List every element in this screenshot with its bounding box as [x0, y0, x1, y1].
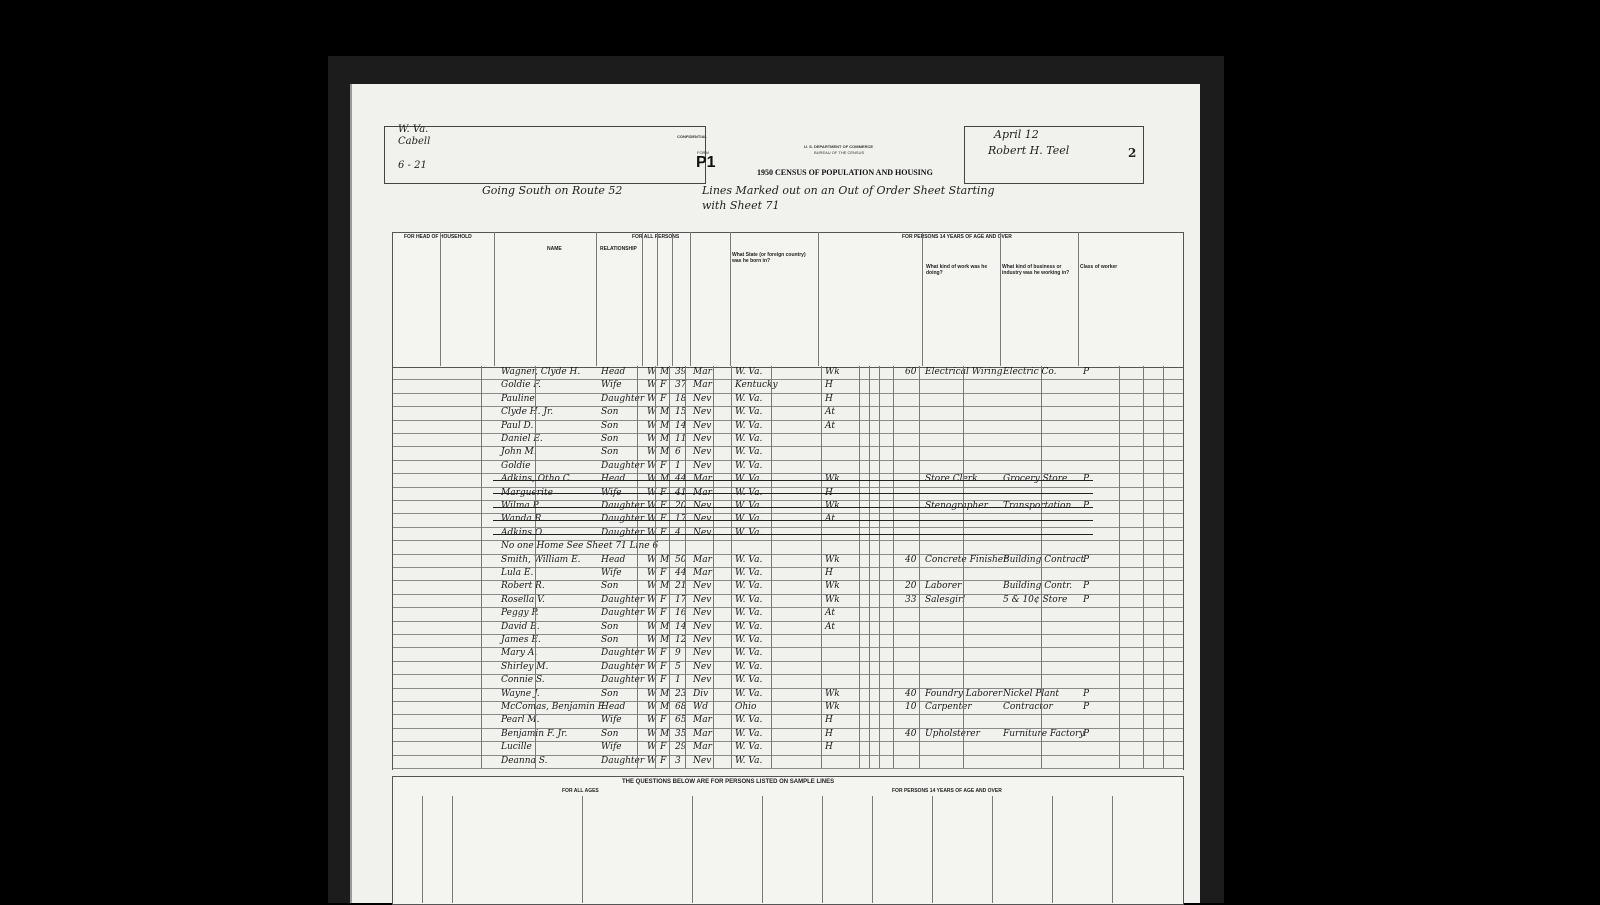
table-row: [393, 366, 1183, 380]
marital-status-cell: Nev: [693, 621, 712, 632]
table-row: [393, 607, 1183, 621]
note-line-1: Going South on Route 52: [482, 184, 623, 197]
industry-cell: Furniture Factory: [1003, 728, 1085, 739]
work-status-cell: Wk: [825, 594, 840, 605]
person-name-cell: James E.: [501, 635, 541, 645]
table-row: [393, 580, 1183, 594]
household-section-head: FOR HEAD OF HOUSEHOLD: [404, 234, 472, 240]
work-status-cell: H: [825, 380, 833, 391]
birthplace-cell: W. Va.: [735, 447, 763, 458]
occupation-cell: Upholsterer: [925, 728, 980, 739]
census-rows: [392, 366, 1184, 770]
industry-cell: Building Contr.: [1003, 581, 1073, 592]
industry-cell: Building Contract: [1003, 554, 1085, 565]
table-row: [393, 674, 1183, 688]
age-cell: 15: [675, 407, 687, 418]
race-cell: W: [647, 393, 657, 404]
hours-worked-cell: 40: [905, 688, 917, 699]
person-name-cell: Wagner, Clyde H.: [501, 367, 581, 377]
class-of-worker-cell: P: [1083, 728, 1090, 739]
work-status-cell: H: [825, 568, 833, 578]
relationship-cell: Son: [601, 420, 619, 431]
marital-status-cell: Nev: [693, 393, 712, 404]
age-cell: 50: [675, 554, 687, 565]
marital-status-cell: Mar: [693, 728, 712, 739]
table-row: [393, 594, 1183, 608]
hours-worked-cell: 10: [905, 702, 917, 712]
sex-cell: M: [660, 635, 670, 645]
person-name-cell: Goldie: [501, 460, 531, 471]
person-name-cell: Smith, William E.: [501, 554, 581, 565]
person-name-cell: Shirley M.: [501, 661, 549, 672]
work-status-cell: H: [825, 393, 833, 404]
marital-status-cell: Nev: [693, 608, 712, 619]
birthplace-cell: W. Va.: [735, 608, 763, 619]
race-cell: W: [647, 755, 657, 766]
state-value: W. Va.: [398, 124, 429, 135]
age-cell: 39: [675, 367, 687, 377]
sex-cell: F: [660, 648, 667, 659]
relationship-cell: Son: [601, 581, 619, 592]
column-rule: [869, 366, 870, 768]
birthplace-cell: W. Va.: [735, 742, 763, 753]
race-cell: W: [647, 420, 657, 431]
sex-cell: F: [660, 460, 667, 471]
date-value: April 12: [994, 128, 1039, 141]
bottom-all-ages-head: FOR ALL AGES: [562, 788, 599, 794]
hours-worked-cell: 40: [905, 554, 917, 565]
relationship-cell: Wife: [601, 568, 622, 578]
table-row: [393, 420, 1183, 434]
birthplace-cell: W. Va.: [735, 460, 763, 471]
table-row: [393, 379, 1183, 393]
column-rule: [1143, 366, 1144, 768]
sheet-number: 2: [1128, 146, 1137, 160]
relationship-cell: Daughter: [601, 594, 645, 605]
relationship-cell: Daughter: [601, 661, 645, 672]
age-cell: 35: [675, 728, 687, 739]
age-cell: 21: [675, 581, 687, 592]
marital-status-cell: Nev: [693, 661, 712, 672]
birthplace-cell: W. Va.: [735, 434, 763, 444]
column-rule: [637, 366, 638, 768]
sex-cell: F: [660, 594, 667, 605]
industry-cell: Nickel Plant: [1003, 688, 1060, 699]
person-name-cell: Wayne J.: [501, 688, 540, 699]
strikeout-line: [493, 520, 1093, 521]
hours-worked-cell: 60: [905, 367, 917, 377]
note-line-2: Lines Marked out on an Out of Order Sheet Starting: [702, 184, 995, 197]
enumerator-value: Robert H. Teel: [988, 144, 1070, 157]
table-row: [393, 393, 1183, 407]
relationship-cell: Son: [601, 434, 619, 444]
bottom-age14-head: FOR PERSONS 14 YEARS OF AGE AND OVER: [892, 788, 1002, 794]
table-row: [393, 634, 1183, 648]
column-rule: [1119, 366, 1120, 768]
class-of-worker-cell: P: [1083, 702, 1090, 712]
class-of-worker-cell: P: [1083, 367, 1090, 377]
person-name-cell: Paul D.: [501, 420, 534, 431]
person-name-cell: Pauline: [501, 393, 535, 404]
age-cell: 14: [675, 621, 687, 632]
race-cell: W: [647, 635, 657, 645]
column-rule: [859, 366, 860, 768]
age-cell: 18: [675, 393, 687, 404]
table-row: [393, 661, 1183, 675]
marital-status-cell: Mar: [693, 742, 712, 753]
age-cell: 16: [675, 608, 687, 619]
sex-cell: M: [660, 621, 670, 632]
occupation-cell: Salesgirl: [925, 594, 966, 605]
person-name-cell: Rosella V.: [501, 594, 545, 605]
relationship-cell: Head: [601, 554, 626, 565]
sex-cell: F: [660, 675, 667, 686]
age-cell: 1: [675, 675, 681, 686]
birthplace-cell: W. Va.: [735, 393, 763, 404]
work-status-cell: Wk: [825, 688, 840, 699]
work-status-cell: Wk: [825, 581, 840, 592]
work-status-cell: At: [825, 407, 835, 418]
birthplace-cell: W. Va.: [735, 594, 763, 605]
birthplace-cell: W. Va.: [735, 635, 763, 645]
race-cell: W: [647, 407, 657, 418]
work-status-cell: H: [825, 715, 833, 726]
age-cell: 23: [675, 688, 687, 699]
race-cell: W: [647, 447, 657, 458]
table-row: [393, 714, 1183, 728]
work-status-cell: H: [825, 742, 833, 753]
person-name-cell: Connie S.: [501, 675, 545, 686]
sex-cell: F: [660, 715, 667, 726]
race-cell: W: [647, 434, 657, 444]
birthplace-cell: W. Va.: [735, 554, 763, 565]
race-cell: W: [647, 554, 657, 565]
column-rule: [879, 366, 880, 768]
relationship-cell: Son: [601, 407, 619, 418]
industry-cell: Electric Co.: [1003, 367, 1057, 377]
relationship-cell: Wife: [601, 380, 622, 391]
form-code: P1: [696, 154, 716, 171]
strikeout-line: [493, 507, 1093, 508]
marital-status-cell: Nev: [693, 755, 712, 766]
relationship-cell: Head: [601, 702, 626, 712]
column-rule: [1041, 366, 1042, 768]
relationship-cell: Daughter: [601, 648, 645, 659]
column-rule: [963, 366, 964, 768]
birthplace-col-head: What State (or foreign country) was he born in?: [732, 252, 806, 264]
class-of-worker-cell: P: [1083, 554, 1090, 565]
race-cell: W: [647, 702, 657, 712]
relationship-cell: Son: [601, 688, 619, 699]
race-cell: W: [647, 621, 657, 632]
sex-cell: F: [660, 661, 667, 672]
sex-cell: M: [660, 728, 670, 739]
age14-section-head: FOR PERSONS 14 YEARS OF AGE AND OVER: [902, 234, 1012, 240]
relationship-cell: Daughter: [601, 393, 645, 404]
department-label: U. S. DEPARTMENT OF COMMERCE: [804, 144, 874, 149]
marital-status-cell: Nev: [693, 675, 712, 686]
race-cell: W: [647, 380, 657, 391]
industry-cell: Contractor: [1003, 702, 1053, 712]
header-left-box: [384, 126, 706, 184]
birthplace-cell: W. Va.: [735, 568, 763, 578]
person-name-cell: Deanna S.: [501, 755, 548, 766]
sex-cell: F: [660, 742, 667, 753]
relationship-cell: Daughter: [601, 608, 645, 619]
column-rule: [669, 366, 670, 768]
birthplace-cell: W. Va.: [735, 407, 763, 418]
marital-status-cell: Nev: [693, 460, 712, 471]
sex-cell: M: [660, 688, 670, 699]
age-cell: 11: [675, 434, 687, 444]
relationship-cell: Son: [601, 447, 619, 458]
table-row: [393, 621, 1183, 635]
person-name-cell: Lula E.: [501, 568, 534, 578]
person-name-cell: Benjamin F. Jr.: [501, 728, 568, 739]
birthplace-cell: W. Va.: [735, 661, 763, 672]
table-row: [393, 701, 1183, 715]
column-rule: [685, 366, 686, 768]
marital-status-cell: Mar: [693, 380, 712, 391]
sex-cell: M: [660, 702, 670, 712]
sex-cell: F: [660, 380, 667, 391]
person-name-cell: Robert R.: [501, 581, 545, 592]
birthplace-cell: W. Va.: [735, 420, 763, 431]
birthplace-cell: W. Va.: [735, 581, 763, 592]
relationship-cell: Daughter: [601, 675, 645, 686]
age-cell: 14: [675, 420, 687, 431]
hours-worked-cell: 40: [905, 728, 917, 739]
birthplace-cell: W. Va.: [735, 367, 763, 377]
marital-status-cell: Mar: [693, 715, 712, 726]
column-rule: [481, 366, 482, 768]
sex-cell: M: [660, 420, 670, 431]
confidential-label: CONFIDENTIAL: [677, 134, 707, 139]
sex-cell: M: [660, 447, 670, 458]
age-cell: 12: [675, 635, 687, 645]
occupation-cell: Laborer: [925, 581, 962, 592]
birthplace-cell: W. Va.: [735, 621, 763, 632]
class-of-worker-cell: P: [1083, 594, 1090, 605]
industry-cell: 5 & 10¢ Store: [1003, 594, 1068, 605]
race-cell: W: [647, 715, 657, 726]
birthplace-cell: W. Va.: [735, 728, 763, 739]
sex-cell: M: [660, 367, 670, 377]
race-cell: W: [647, 675, 657, 686]
table-row: [393, 567, 1183, 581]
relationship-cell: Son: [601, 621, 619, 632]
work-status-cell: H: [825, 728, 833, 739]
strikeout-line: [493, 480, 1093, 481]
table-row: [393, 728, 1183, 742]
bureau-label: BUREAU OF THE CENSUS: [814, 150, 865, 155]
table-row: [393, 741, 1183, 755]
birthplace-cell: W. Va.: [735, 648, 763, 659]
age-cell: 65: [675, 715, 687, 726]
bottom-title: THE QUESTIONS BELOW ARE FOR PERSONS LISTED ON SAMPLE LINES: [622, 779, 835, 785]
census-page: [350, 84, 1200, 903]
race-cell: W: [647, 568, 657, 578]
sex-cell: M: [660, 554, 670, 565]
person-name-cell: Daniel E.: [501, 434, 543, 444]
sex-cell: M: [660, 434, 670, 444]
strikeout-line: [493, 493, 1093, 494]
column-rule: [821, 366, 822, 768]
marital-status-cell: Nev: [693, 420, 712, 431]
relationship-cell: Daughter: [601, 460, 645, 471]
sex-cell: F: [660, 568, 667, 578]
all-persons-section-head: FOR ALL PERSONS: [632, 234, 680, 240]
relationship-cell: Wife: [601, 715, 622, 726]
column-rule: [919, 366, 920, 768]
occupation-cell: Concrete Finisher: [925, 554, 1008, 565]
person-name-cell: Peggy P.: [501, 608, 539, 619]
marital-status-cell: Nev: [693, 407, 712, 418]
relationship-cell: Son: [601, 728, 619, 739]
marital-status-cell: Mar: [693, 568, 712, 578]
column-rule: [893, 366, 894, 768]
column-rule: [1163, 366, 1164, 768]
work-status-cell: At: [825, 608, 835, 619]
county-value: Cabell: [398, 136, 431, 147]
person-name-cell: Goldie F.: [501, 380, 542, 391]
marital-status-cell: Nev: [693, 434, 712, 444]
work-status-cell: At: [825, 420, 835, 431]
hours-worked-cell: 33: [905, 594, 917, 605]
class-col-head: Class of worker: [1080, 264, 1118, 270]
sex-cell: F: [660, 755, 667, 766]
race-cell: W: [647, 460, 657, 471]
table-row: [393, 540, 1183, 554]
person-name-cell: No one Home See Sheet 71 Line 6: [501, 541, 659, 552]
person-name-cell: Mary A.: [501, 648, 538, 659]
age-cell: 9: [675, 648, 681, 659]
name-col-head: NAME: [547, 246, 562, 252]
sex-cell: F: [660, 393, 667, 404]
birthplace-cell: W. Va.: [735, 675, 763, 686]
sex-cell: F: [660, 608, 667, 619]
age-cell: 17: [675, 594, 687, 605]
birthplace-cell: Kentucky: [735, 380, 778, 391]
age-cell: 44: [675, 568, 687, 578]
column-rule: [655, 366, 656, 768]
person-name-cell: John M.: [501, 447, 537, 458]
marital-status-cell: Nev: [693, 581, 712, 592]
table-row: [393, 688, 1183, 702]
age-cell: 37: [675, 380, 687, 391]
race-cell: W: [647, 608, 657, 619]
age-cell: 68: [675, 702, 687, 712]
age-cell: 1: [675, 460, 681, 471]
occupation-cell: Electrical Wiring: [925, 367, 1003, 377]
relationship-cell: Son: [601, 635, 619, 645]
marital-status-cell: Nev: [693, 594, 712, 605]
strikeout-line: [493, 534, 1093, 535]
race-cell: W: [647, 688, 657, 699]
person-name-cell: David B.: [501, 621, 540, 632]
relationship-col-head: RELATIONSHIP: [600, 246, 637, 252]
work-status-cell: At: [825, 621, 835, 632]
race-cell: W: [647, 661, 657, 672]
occupation-cell: Foundry Laborer: [925, 688, 1003, 699]
birthplace-cell: W. Va.: [735, 755, 763, 766]
form-label: FORM: [697, 150, 709, 155]
age-cell: 6: [675, 447, 681, 458]
relationship-cell: Head: [601, 367, 626, 377]
class-of-worker-cell: P: [1083, 688, 1090, 699]
age-cell: 5: [675, 661, 681, 672]
sample-lines-section: [392, 776, 1184, 905]
birthplace-cell: Ohio: [735, 702, 757, 712]
table-row: [393, 460, 1183, 474]
person-name-cell: Lucille: [501, 742, 532, 753]
marital-status-cell: Wd: [693, 702, 709, 712]
person-name-cell: Clyde H. Jr.: [501, 407, 554, 418]
person-name-cell: McComas, Benjamin F.: [501, 702, 606, 712]
class-of-worker-cell: P: [1083, 581, 1090, 592]
race-cell: W: [647, 581, 657, 592]
age-cell: 3: [675, 755, 681, 766]
race-cell: W: [647, 742, 657, 753]
form-title: 1950 CENSUS OF POPULATION AND HOUSING: [757, 168, 933, 177]
column-rule: [713, 366, 714, 768]
industry-col-head: What kind of business or industry was he working in?: [1002, 264, 1070, 276]
table-row: [393, 755, 1183, 769]
relationship-cell: Daughter: [601, 755, 645, 766]
marital-status-cell: Nev: [693, 635, 712, 645]
column-rule: [771, 366, 772, 768]
table-row: [393, 406, 1183, 420]
work-status-cell: Wk: [825, 702, 840, 712]
work-status-cell: Wk: [825, 367, 840, 377]
occupation-cell: Carpenter: [925, 702, 972, 712]
sex-cell: M: [660, 407, 670, 418]
hours-worked-cell: 20: [905, 581, 917, 592]
occupation-col-head: What kind of work was he doing?: [926, 264, 988, 276]
race-cell: W: [647, 367, 657, 377]
column-rule: [535, 366, 536, 768]
marital-status-cell: Div: [693, 688, 709, 699]
note-line-3: with Sheet 71: [702, 199, 780, 212]
marital-status-cell: Nev: [693, 447, 712, 458]
birthplace-cell: W. Va.: [735, 715, 763, 726]
person-name-cell: Pearl M.: [501, 715, 540, 726]
ed-number-value: 6 - 21: [398, 160, 427, 171]
sex-cell: M: [660, 581, 670, 592]
race-cell: W: [647, 594, 657, 605]
age-cell: 29: [675, 742, 687, 753]
table-row: [393, 446, 1183, 460]
table-row: [393, 554, 1183, 568]
table-row: [393, 433, 1183, 447]
marital-status-cell: Nev: [693, 648, 712, 659]
table-row: [393, 647, 1183, 661]
race-cell: W: [647, 728, 657, 739]
column-rule: [731, 366, 732, 768]
relationship-cell: Wife: [601, 742, 622, 753]
marital-status-cell: Mar: [693, 554, 712, 565]
marital-status-cell: Mar: [693, 367, 712, 377]
birthplace-cell: W. Va.: [735, 688, 763, 699]
work-status-cell: Wk: [825, 554, 840, 565]
race-cell: W: [647, 648, 657, 659]
